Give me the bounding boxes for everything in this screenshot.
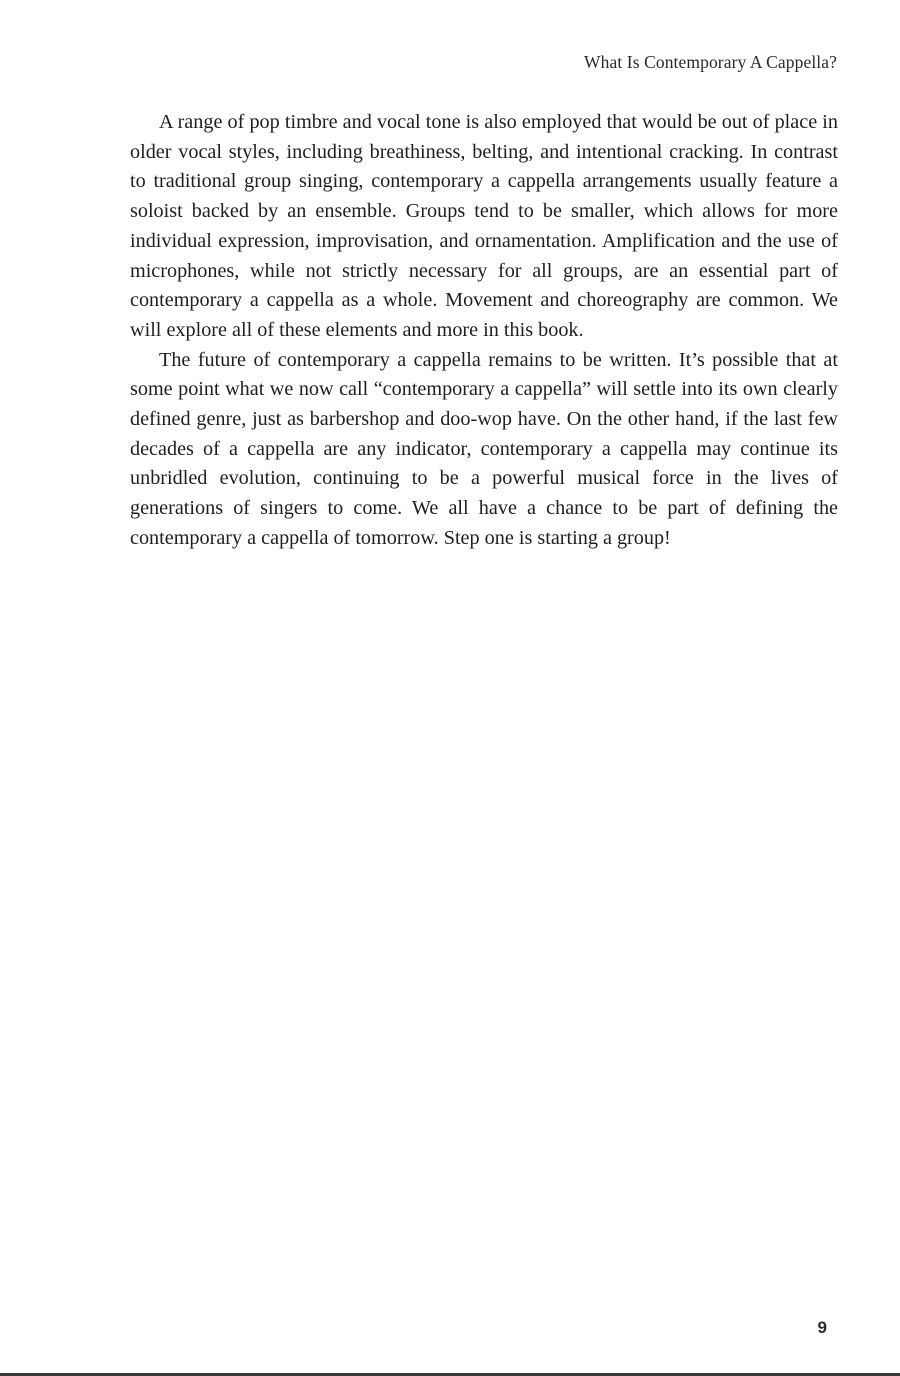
page-number: 9	[817, 1318, 827, 1337]
paragraph-2: The future of contemporary a cappella remains to be written. It’s possible that at some point what we now call “contemporary a cappella” will settle into its own clearly defined genre, just as barbershop and doo-wop have. On the other hand, if the last few decades of a cappella are any indicator, contemporary a cappella may continue its unbridled evolution, continuing to be a powerful musical force in the lives of generations of singers to come. We all have a chance to be part of defining the contemporary a cappella of tomorrow. Step one is starting a group!	[130, 348, 838, 549]
body-text	[130, 108, 838, 554]
paragraph-1: A range of pop timbre and vocal tone is also employed that would be out of place in older vocal styles, including breathiness, belting, and intentional cracking. In contrast to traditional group singing, contemporary a cappella arrangements usually feature a soloist backed by an ensemble. Groups tend to be smaller, which allows for more individual expression, improvisation, and ornamentation. Amplification and the use of microphones, while not strictly necessary for all groups, are an essential part of contemporary a cappella as a whole. Movement and choreography are common. We will explore all of these elements and more in this book.	[130, 111, 838, 341]
running-head-title: What Is Contemporary A Cappella?	[584, 52, 837, 72]
